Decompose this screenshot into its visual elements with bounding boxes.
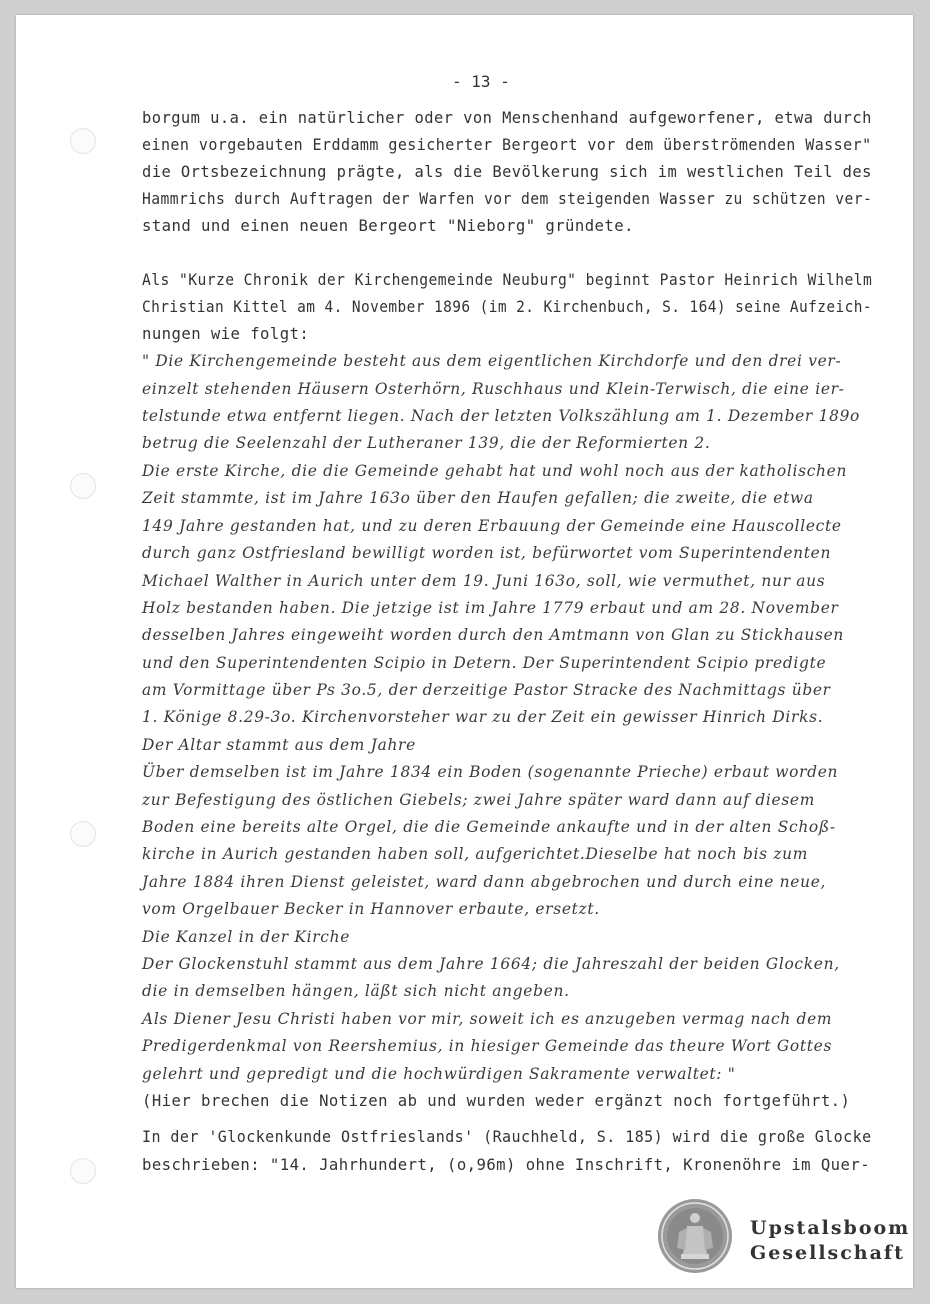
text-line: stand und einen neuen Bergeort "Nieborg" gründete. [142, 217, 634, 235]
handwritten-line: Predigerdenkmal von Reershemius, in hiesiger Gemeinde das theure Wort Gottes [142, 1037, 833, 1055]
brand-line-2: Gesellschaft [750, 1242, 905, 1264]
handwritten-line: durch ganz Ostfriesland bewilligt worden ist, befürwortet vom Superintendenten [142, 544, 832, 562]
handwritten-line: Über demselben ist im Jahre 1834 ein Boden (sogenannte Prieche) erbaut worden [142, 763, 839, 781]
handwritten-line: 1. Könige 8.29-3o. Kirchenvorsteher war zu der Zeit ein gewisser Hinrich Dirks. [142, 708, 824, 726]
handwritten-line: Der Glockenstuhl stammt aus dem Jahre 1664; die Jahreszahl der beiden Glocken, [142, 955, 840, 973]
punch-hole [70, 473, 96, 499]
handwritten-line: die in demselben hängen, läßt sich nicht angeben. [142, 982, 570, 1000]
handwritten-line: desselben Jahres eingeweiht worden durch den Amtmann von Glan zu Stickhausen [142, 626, 845, 644]
handwritten-line: Als Diener Jesu Christi haben vor mir, soweit ich es anzugeben vermag nach dem [142, 1010, 833, 1028]
handwritten-line: Zeit stammte, ist im Jahre 163o über den Haufen gefallen; die zweite, die etwa [142, 489, 814, 507]
handwritten-line: Holz bestanden haben. Die jetzige ist im Jahre 1779 erbaut und am 28. November [142, 599, 839, 617]
seal-logo-icon [657, 1198, 733, 1274]
text-line: beschrieben: "14. Jahrhundert, (o,96m) ohne Inschrift, Kronenöhre im Quer- [142, 1156, 871, 1174]
text-line: Hammrichs durch Auftragen der Warfen vor dem steigenden Wasser zu schützen ver- [142, 190, 873, 208]
text-line: die Ortsbezeichnung prägte, als die Bevölkerung sich im westlichen Teil des [142, 163, 872, 181]
handwritten-line: einzelt stehenden Häusern Osterhörn, Ruschhaus und Klein-Terwisch, die eine ier- [142, 380, 845, 398]
handwritten-line: Die erste Kirche, die die Gemeinde gehabt hat und wohl noch aus der katholischen [142, 462, 848, 480]
text-line: Christian Kittel am 4. November 1896 (im 2. Kirchenbuch, S. 164) seine Aufzeich- [142, 298, 873, 316]
handwritten-line: kirche in Aurich gestanden haben soll, aufgerichtet.Dieselbe hat noch bis zum [142, 845, 809, 863]
text-line: borgum u.a. ein natürlicher oder von Menschenhand aufgeworfener, etwa durch [142, 109, 872, 127]
punch-hole [70, 128, 96, 154]
text-line: nungen wie folgt: [142, 325, 310, 343]
text-line: (Hier brechen die Notizen ab und wurden weder ergänzt noch fortgeführt.) [142, 1092, 851, 1110]
handwritten-line: und den Superintendenten Scipio in Detern. Der Superintendent Scipio predigte [142, 654, 827, 672]
text-line: In der 'Glockenkunde Ostfrieslands' (Rauchheld, S. 185) wird die große Glocke [142, 1128, 872, 1146]
handwritten-line: Die Kanzel in der Kirche [142, 928, 351, 946]
handwritten-line: Michael Walther in Aurich unter dem 19. Juni 163o, soll, wie vermuthet, nur aus [142, 572, 826, 590]
handwritten-line: betrug die Seelenzahl der Lutheraner 139, die der Reformierten 2. [142, 434, 711, 452]
handwritten-line: Boden eine bereits alte Orgel, die die Gemeinde ankaufte und in der alten Schoß- [142, 818, 836, 836]
handwritten-line: 149 Jahre gestanden hat, und zu deren Erbauung der Gemeinde eine Hauscollecte [142, 517, 842, 535]
handwritten-line: Jahre 1884 ihren Dienst geleistet, ward dann abgebrochen und durch eine neue, [142, 873, 827, 891]
brand-line-1: Upstalsboom [750, 1217, 911, 1239]
handwritten-line: zur Befestigung des östlichen Giebels; zwei Jahre später ward dann auf diesem [142, 791, 816, 809]
handwritten-line: Der Altar stammt aus dem Jahre [142, 736, 416, 754]
text-line: Als "Kurze Chronik der Kirchengemeinde Neuburg" beginnt Pastor Heinrich Wilhelm [142, 271, 873, 289]
page-number: - 13 - [452, 72, 510, 91]
handwritten-line: telstunde etwa entfernt liegen. Nach der letzten Volkszählung am 1. Dezember 189o [142, 407, 861, 425]
handwritten-line: " Die Kirchengemeinde besteht aus dem eigentlichen Kirchdorfe und den drei ver- [142, 352, 842, 370]
text-line: einen vorgebauten Erddamm gesicherter Bergeort vor dem überströmenden Wasser" [142, 136, 872, 154]
punch-hole [70, 1158, 96, 1184]
handwritten-line: vom Orgelbauer Becker in Hannover erbaute, ersetzt. [142, 900, 600, 918]
handwritten-line: gelehrt und gepredigt und die hochwürdigen Sakramente verwaltet: " [142, 1065, 736, 1083]
handwritten-line: am Vormittage über Ps 3o.5, der derzeitige Pastor Stracke des Nachmittags über [142, 681, 831, 699]
punch-hole [70, 821, 96, 847]
